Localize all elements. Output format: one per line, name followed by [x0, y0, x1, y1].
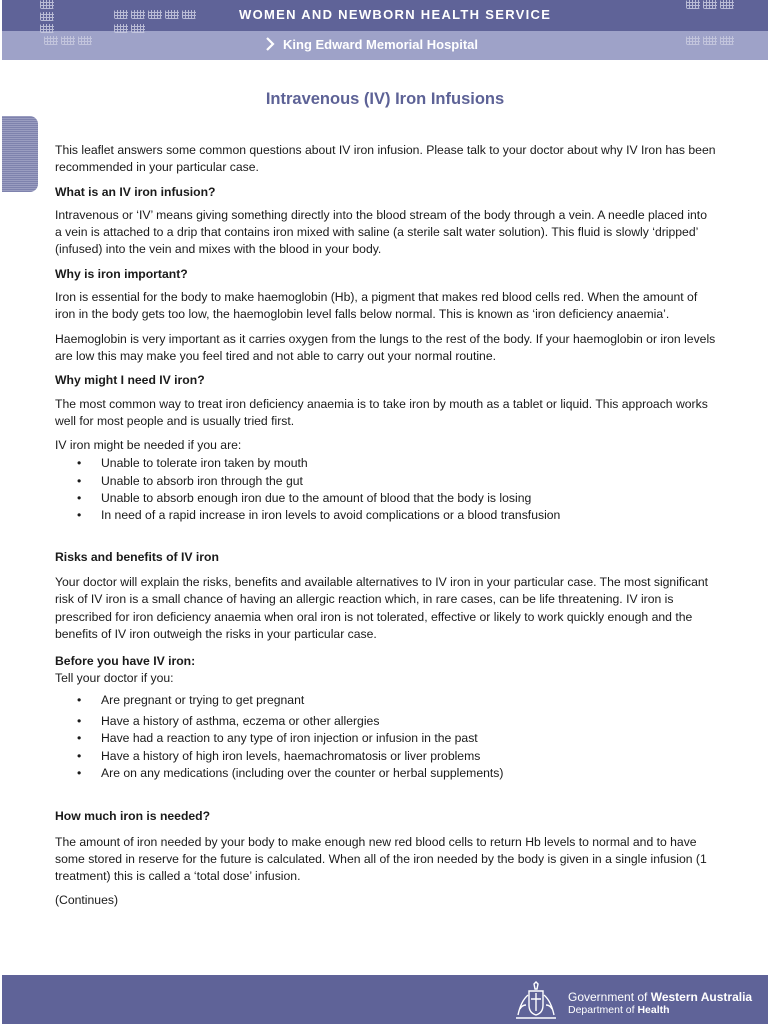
section-heading-risks: Risks and benefits of IV iron	[55, 549, 219, 564]
department-label: Department of Health	[568, 1004, 670, 1016]
intro-paragraph: This leaflet answers some common questions about IV iron infusion. Please talk to your doctor about why IV Iron has been recommended in your particular case.	[55, 143, 716, 175]
precautions-list	[55, 692, 717, 782]
page-footer	[2, 975, 768, 1024]
continues-note: (Continues)	[55, 893, 118, 908]
list-intro: Tell your doctor if you:	[55, 671, 174, 686]
list-item: • Have had a reaction to any type of iron injection or infusion in the past	[55, 730, 717, 747]
hospital-name: King Edward Memorial Hospital	[283, 37, 479, 52]
how-much-paragraph: The amount of iron needed by your body to make enough new red blood cells to return Hb levels to normal and to have some stored in reserve for the future is calculated. When all of the iron needed by the body is given in a single infusion (1 treatment) this is called a ‘total dose’ infusion.	[55, 834, 707, 884]
leaflet-body	[55, 142, 717, 917]
list-item: • Are on any medications (including over the counter or herbal supplements)	[55, 765, 717, 782]
risks-paragraph: Your doctor will explain the risks, benefits and available alternatives to IV iron in your particular case. The most significant risk of IV iron is a small chance of having an allergic reaction which, in rare cases, can be life threatening. IV iron is prescribed for iron deficiency anaemia when oral iron is not tolerated, effective or likely to work quickly enough and the benefits of IV iron outweigh the risks in your particular case.	[55, 574, 709, 641]
header-pattern	[686, 36, 734, 45]
page-title: Intravenous (IV) Iron Infusions	[265, 90, 505, 108]
reasons-list	[55, 455, 717, 524]
iron-importance-paragraph: Iron is essential for the body to make haemoglobin (Hb), a pigment that makes red blood cells red. When the amount of iron in the body gets too low, the haemoglobin level falls below normal. This is known as ‘iron deficiency anaemia’.	[55, 290, 698, 322]
what-paragraph: Intravenous or ‘IV’ means giving something directly into the blood stream of the body through a vein. A needle placed into a vein is attached to a drip that contains iron mixed with saline (a sterile salt water solution). This fluid is slowly ‘dripped’ (infused) into the vein and mixes with the blood in your body.	[55, 207, 707, 257]
list-item: • Have a history of high iron levels, haemachromatosis or liver problems	[55, 748, 717, 765]
section-heading-what: What is an IV iron infusion?	[55, 184, 216, 199]
header-pattern	[114, 24, 196, 33]
header-pattern	[44, 36, 92, 45]
section-heading-before: Before you have IV iron:	[55, 654, 196, 669]
side-tab-decoration	[2, 116, 38, 192]
section-heading-why-need: Why might I need IV iron?	[55, 373, 205, 388]
section-heading-why-important: Why is iron important?	[55, 266, 188, 281]
list-item: • Unable to absorb iron through the gut	[55, 473, 717, 490]
list-item: • In need of a rapid increase in iron levels to avoid complications or a blood transfusion	[55, 507, 717, 524]
chevron-right-icon	[265, 35, 275, 53]
list-item: • Unable to absorb enough iron due to the amount of blood that the body is losing	[55, 490, 717, 507]
list-item: • Unable to tolerate iron taken by mouth	[55, 455, 717, 472]
government-label: Government of Western Australia	[568, 990, 753, 1004]
section-heading-how-much: How much iron is needed?	[55, 809, 211, 824]
page-header	[2, 0, 768, 60]
header-pattern	[114, 10, 196, 19]
treatment-paragraph: The most common way to treat iron deficiency anaemia is to take iron by mouth as a tablet or liquid. This approach works well for most people and is usually tried first.	[55, 396, 708, 428]
organisation-name: WOMEN AND NEWBORN HEALTH SERVICE	[239, 7, 552, 22]
list-item: • Have a history of asthma, eczema or other allergies	[55, 713, 717, 730]
list-item: • Are pregnant or trying to get pregnant	[55, 692, 717, 709]
coat-of-arms-icon	[512, 981, 560, 1021]
header-pattern	[686, 0, 734, 9]
list-intro: IV iron might be needed if you are:	[55, 438, 242, 453]
haemoglobin-paragraph: Haemoglobin is very important as it carries oxygen from the lungs to the rest of the body. If your haemoglobin or iron levels are low this may make you feel tired and not able to carry out your normal routine.	[55, 331, 716, 363]
header-pattern	[40, 0, 54, 33]
